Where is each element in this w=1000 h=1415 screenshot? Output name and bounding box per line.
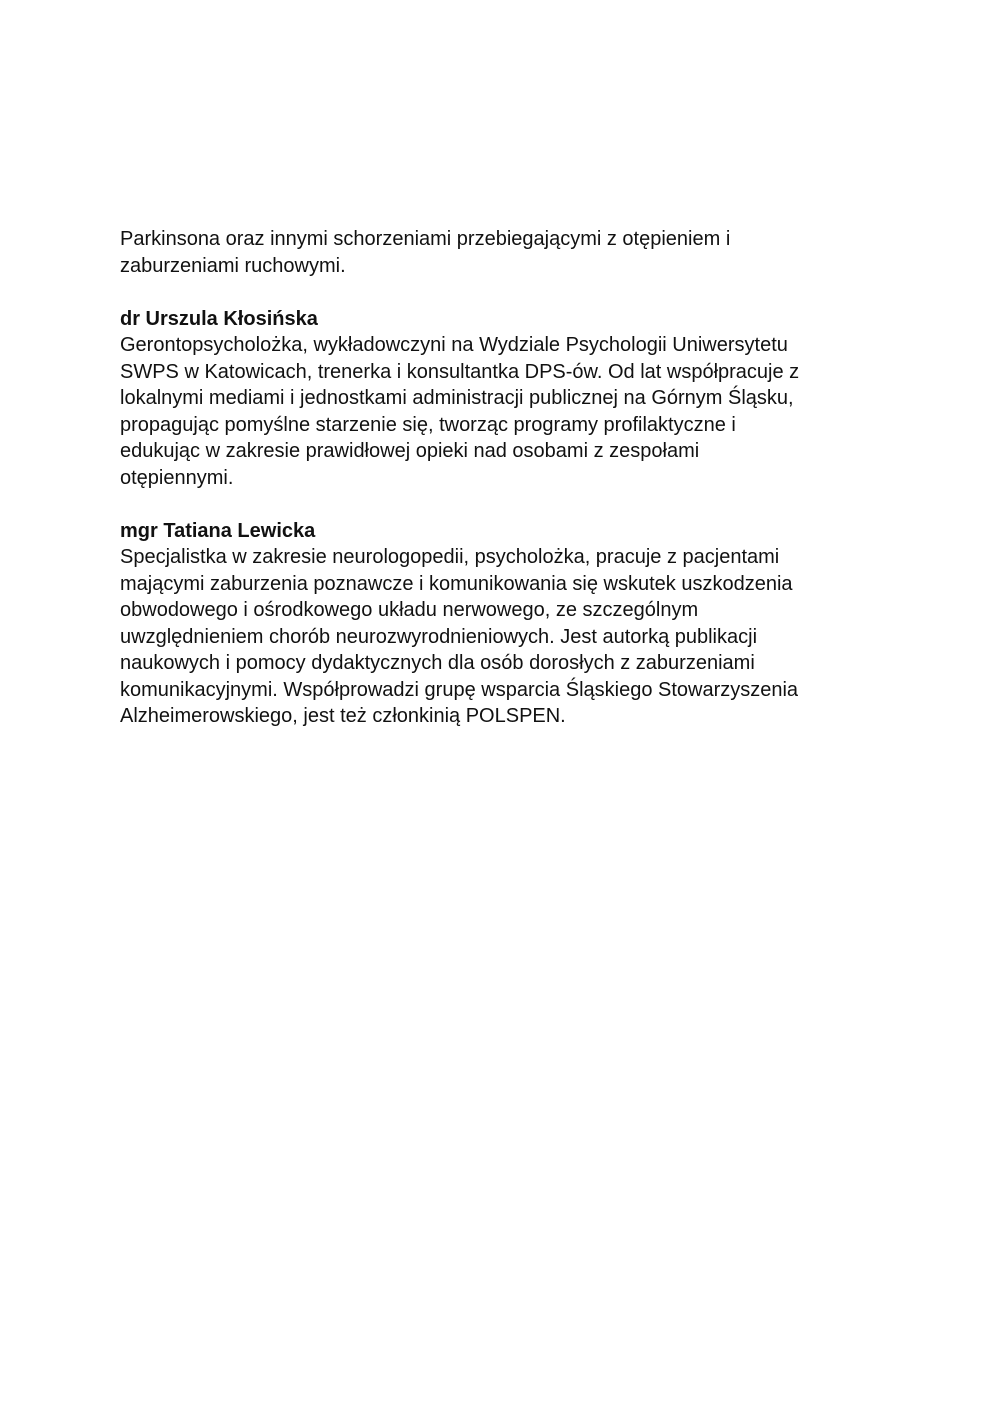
bio-section-lewicka: [120, 518, 900, 730]
paragraph-spacer: [120, 491, 900, 518]
bio-text: Gerontopsycholożka, wykładowczyni na Wydziale Psychologii Uniwersytetu SWPS w Katowicach, trenerka i konsultantka DPS-ów. Od lat współpracuje z lokalnymi mediami i jednostkami administracji publicznej na Górnym Śląsku, propagując pomyślne starzenie się, tworząc programy profilaktyczne i edukując w zakresie prawidłowej opieki nad osobami z zespołami otępiennymi.: [120, 334, 800, 489]
bio-name: dr Urszula Kłosińska: [120, 307, 318, 330]
document-page: [120, 226, 900, 730]
bio-name: mgr Tatiana Lewicka: [120, 519, 316, 542]
bio-section-klosinska: [120, 306, 900, 492]
bio-text: Specjalistka w zakresie neurologopedii, psycholożka, pracuje z pacjentami mającymi zaburzenia poznawcze i komunikowania się wskutek uszkodzenia obwodowego i ośrodkowego układu nerwowego, ze szczególnym uwzględnieniem chorób neurozwyrodnieniowych. Jest autorką publikacji naukowych i pomocy dydaktycznych dla osób dorosłych z zaburzeniami komunikacyjnymi. Współprowadzi grupę wsparcia Śląskiego Stowarzyszenia Alzheimerowskiego, jest też członkinią POLSPEN.: [120, 546, 799, 727]
paragraph-spacer: [120, 279, 900, 306]
intro-paragraph: Parkinsona oraz innymi schorzeniami przebiegającymi z otępieniem i zaburzeniami ruchowymi.: [120, 228, 731, 277]
